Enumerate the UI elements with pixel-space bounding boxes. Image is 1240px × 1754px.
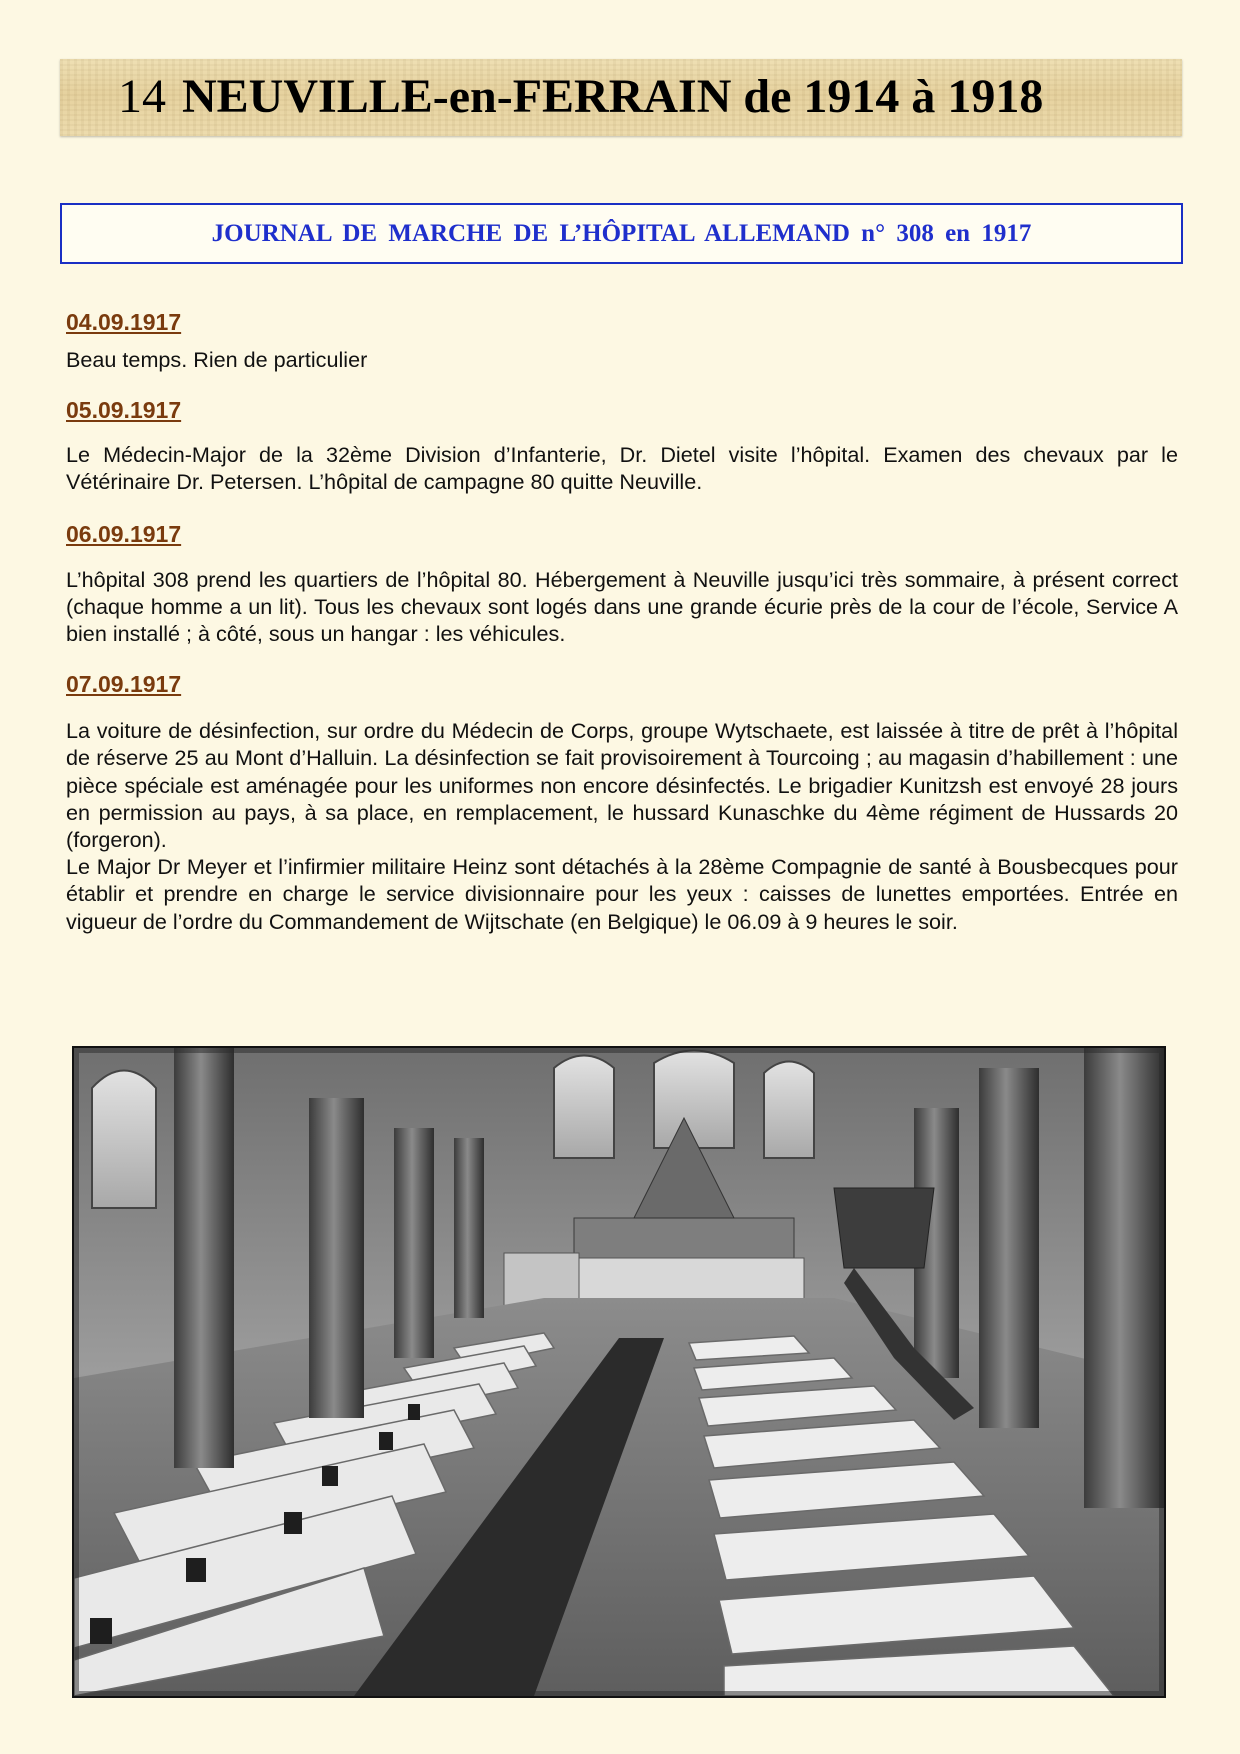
entry-text: La voiture de désinfection, sur ordre du Médecin de Corps, groupe Wytschaete, est laissée à titre de prêt à l’hôpital de réserve 25 au Mont d’Halluin. La désinfection se fait provisoirement à Tourcoing ; au magasin d’habillement : une pièce spéciale est aménagée pour les uniformes non encore désinfectés. Le brigadier Kunitzsh est envoyé 28 jours en permission au pays, à sa place, en remplacement, le hussard Kunaschke du 4ème régiment de Hussards 20 (forgeron). (66, 718, 1178, 853)
entry-date: 06.09.1917 (66, 520, 182, 547)
entry-date: 05.09.1917 (66, 397, 182, 424)
page-title (118, 69, 1043, 124)
page-number: 14 (118, 70, 166, 123)
page-title-text: NEUVILLE-en-FERRAIN de 1914 à 1918 (182, 70, 1044, 123)
journal-entry (66, 670, 1178, 935)
church-hospital-photo (72, 1046, 1166, 1698)
entry-text: Le Major Dr Meyer et l’infirmier militaire Heinz sont détachés à la 28ème Compagnie de santé à Bousbecques pour établir et prendre en charge le service divisionnaire pour les yeux : caisses de lunettes emportées. Entrée en vigueur de l’ordre du Commandement de Wijtschate (en Belgique) le 06.09 à 9 heures le soir. (66, 854, 1178, 934)
entry-date: 04.09.1917 (66, 309, 182, 335)
entry-text: Beau temps. Rien de particulier (66, 347, 368, 372)
journal-entries (66, 308, 1178, 935)
title-banner (60, 59, 1182, 136)
photo-illustration (74, 1048, 1164, 1696)
subtitle-box (60, 203, 1183, 264)
entry-date: 07.09.1917 (66, 671, 182, 698)
entry-text: Le Médecin-Major de la 32ème Division d’Infanterie, Dr. Dietel visite l’hôpital. Examen des chevaux par le Vétérinaire Dr. Petersen. L’hôpital de campagne 80 quitte Neuville. (66, 442, 1178, 495)
journal-entry (66, 396, 1178, 495)
subtitle: JOURNAL DE MARCHE DE L’HÔPITAL ALLEMAND n° 308 en 1917 (211, 219, 1032, 247)
entry-text: L’hôpital 308 prend les quartiers de l’hôpital 80. Hébergement à Neuville jusqu’ici très sommaire, à présent correct (chaque homme a un lit). Tous les chevaux sont logés dans une grande écurie près de la cour de l’école, Service A bien installé ; à côté, sous un hangar : les véhicules. (66, 566, 1178, 647)
journal-entry (66, 308, 1178, 373)
journal-entry (66, 520, 1178, 648)
